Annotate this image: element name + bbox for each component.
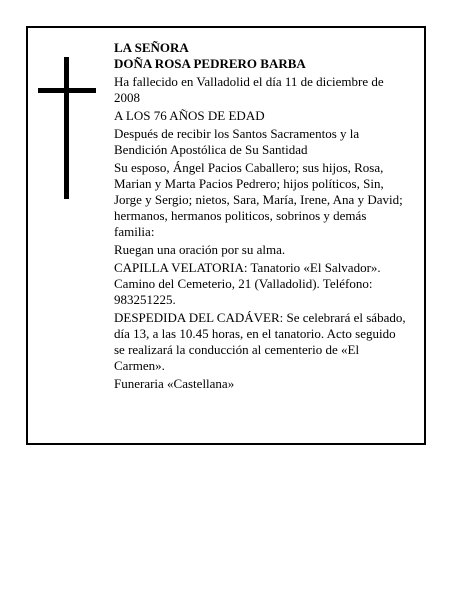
obituary-text [114, 40, 408, 394]
chapel-info: CAPILLA VELATORIA: Tanatorio «El Salvador». Camino del Cemeterio, 21 (Valladolid). Teléfono: 983251225. [114, 260, 381, 307]
obituary-notice-frame [26, 26, 426, 445]
death-announcement: Ha fallecido en Valladolid el día 11 de diciembre de 2008 [114, 74, 384, 105]
deceased-name: DOÑA ROSA PEDRERO BARBA [114, 56, 306, 71]
sacraments-line: Después de recibir los Santos Sacramentos y la Bendición Apostólica de Su Santidad [114, 126, 360, 157]
family-list: Su esposo, Ángel Pacios Caballero; sus hijos, Rosa, Marian y Marta Pacios Pedrero; hijos políticos, Sin, Jorge y Sergio; nietos, Sara, María, Irene, Ana y David; hermanos, hermanos politicos, sobrinos y demás familia: [114, 160, 403, 239]
funeral-home: Funeraria «Castellana» [114, 376, 235, 391]
age-line: A LOS 76 AÑOS DE EDAD [114, 108, 265, 123]
cross-icon [38, 57, 96, 199]
notice-title-line-1: LA SEÑORA [114, 40, 189, 55]
farewell-info: DESPEDIDA DEL CADÁVER: Se celebrará el sábado, día 13, a las 10.45 horas, en el tanatorio. Acto seguido se realizará la conducción al cementerio de «El Carmen». [114, 310, 406, 373]
cross-horizontal-bar [38, 88, 96, 93]
cross-vertical-bar [64, 57, 69, 199]
prayer-request: Ruegan una oración por su alma. [114, 242, 286, 257]
